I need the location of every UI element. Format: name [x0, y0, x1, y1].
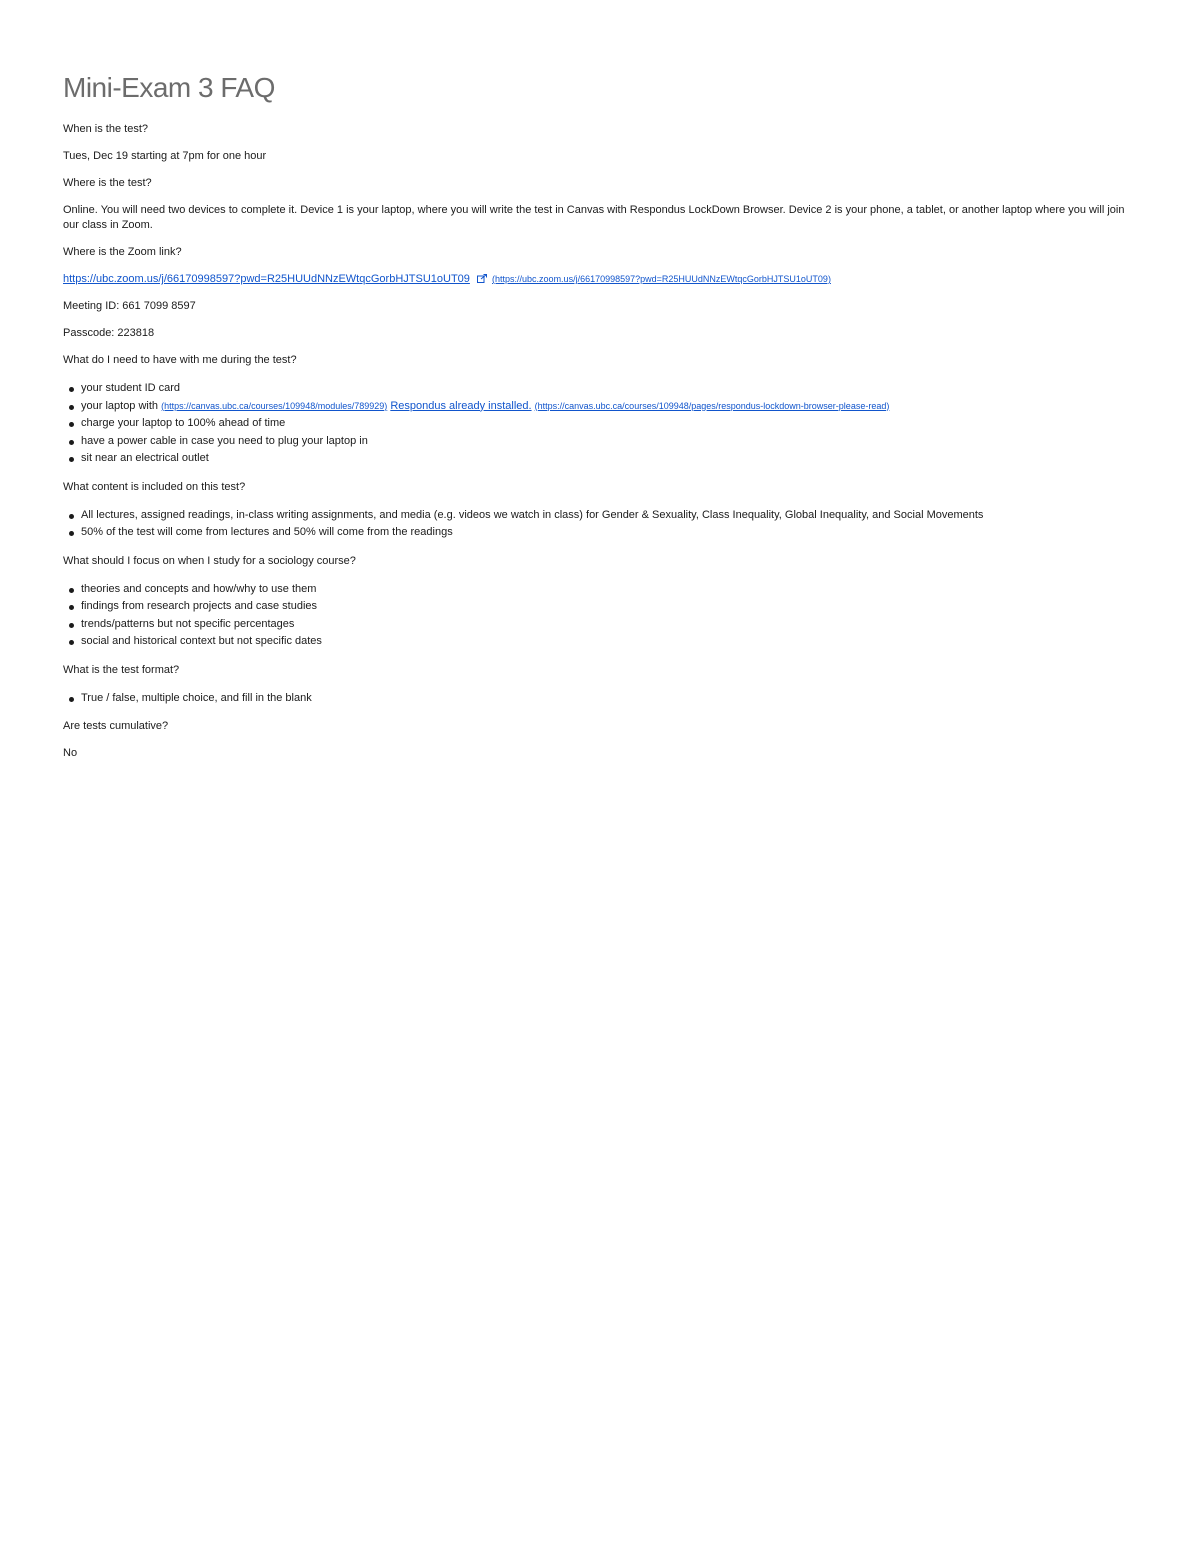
question-when: When is the test?	[63, 123, 148, 135]
list-item: charge your laptop to 100% ahead of time	[81, 415, 1137, 433]
format-list	[63, 690, 1137, 708]
list-item: trends/patterns but not specific percentages	[81, 616, 1137, 634]
external-link-icon	[477, 274, 487, 283]
page	[0, 0, 1200, 761]
need-list	[63, 380, 1137, 468]
list-item: your student ID card	[81, 380, 1137, 398]
zoom-link-alt[interactable]: (https://ubc.zoom.us/j/66170998597?pwd=R25HUUdNNzEWtqcGorbHJTSU1oUT09)	[492, 274, 831, 284]
answer-cumulative: No	[63, 747, 78, 759]
zoom-link-line	[63, 272, 1137, 287]
question-content: What content is included on this test?	[63, 480, 246, 493]
meeting-id: Meeting ID: 661 7099 8597	[63, 300, 196, 312]
list-item: findings from research projects and case studies	[81, 598, 1137, 616]
question-where: Where is the test?	[63, 177, 152, 189]
list-item-text: your laptop with	[81, 399, 159, 412]
focus-list	[63, 581, 1137, 651]
question-zoom-link: Where is the Zoom link?	[63, 246, 182, 258]
answer-where: Online. You will need two devices to complete it. Device 1 is your laptop, where you will write the test in Canvas with Respondus LockDown Browser. Device 2 is your phone, a tablet, or another laptop where you will join our class in Zoom.	[63, 204, 1125, 231]
question-cumulative: Are tests cumulative?	[63, 720, 169, 732]
list-item: have a power cable in case you need to plug your laptop in	[81, 433, 1137, 451]
question-focus: What should I focus on when I study for a sociology course?	[63, 554, 356, 567]
respondus-installed-link[interactable]: Respondus already installed.	[390, 399, 532, 412]
list-item: theories and concepts and how/why to use them	[81, 581, 1137, 599]
list-item: True / false, multiple choice, and fill in the blank	[81, 690, 1137, 708]
question-format: What is the test format?	[63, 663, 180, 676]
respondus-page-link[interactable]: (https://canvas.ubc.ca/courses/109948/pages/respondus-lockdown-browser-please-read)	[534, 400, 890, 411]
page-title: Mini-Exam 3 FAQ	[63, 72, 275, 103]
list-item: All lectures, assigned readings, in-class writing assignments, and media (e.g. videos we watch in class) for Gender & Sexuality, Class Inequality, Global Inequality, and Social Movements	[81, 507, 1137, 525]
list-item: 50% of the test will come from lectures and 50% will come from the readings	[81, 524, 1137, 542]
list-item: social and historical context but not specific dates	[81, 633, 1137, 651]
question-what-to-have: What do I need to have with me during the test?	[63, 354, 297, 366]
list-item: sit near an electrical outlet	[81, 450, 1137, 468]
content-list	[63, 507, 1137, 542]
answer-when: Tues, Dec 19 starting at 7pm for one hour	[63, 150, 267, 162]
list-item	[81, 398, 1137, 416]
respondus-module-link[interactable]: (https://canvas.ubc.ca/courses/109948/modules/789929)	[161, 400, 388, 411]
zoom-link[interactable]: https://ubc.zoom.us/j/66170998597?pwd=R25HUUdNNzEWtqcGorbHJTSU1oUT09	[63, 273, 470, 285]
passcode: Passcode: 223818	[63, 327, 155, 339]
